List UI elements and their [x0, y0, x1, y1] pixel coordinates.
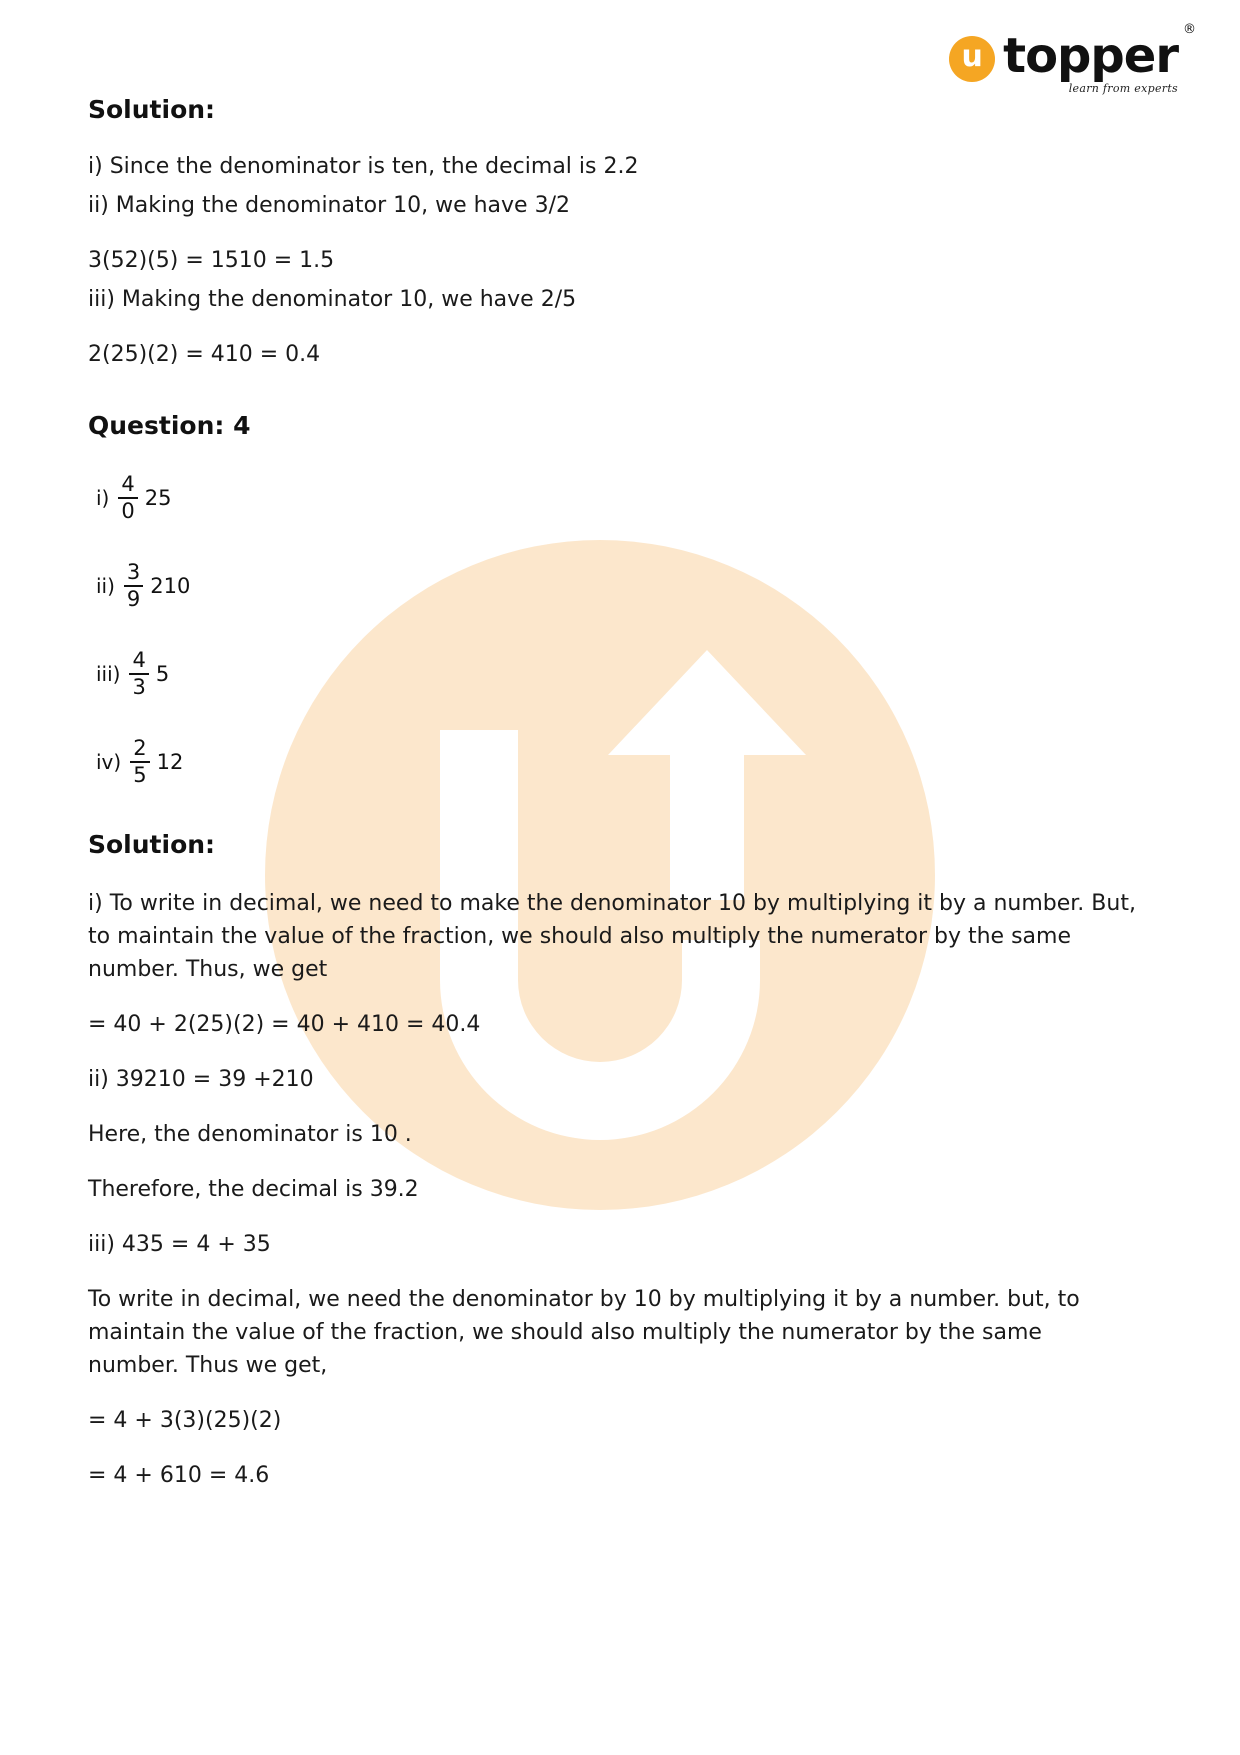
- logo-badge-icon: [949, 36, 995, 82]
- fraction: [118, 474, 137, 522]
- item-label: iii): [96, 662, 121, 686]
- list-item: [96, 738, 1143, 786]
- solution-2-paragraph-8: = 4 + 3(3)(25)(2): [88, 1408, 282, 1433]
- solution-heading-2: Solution:: [88, 830, 216, 859]
- item-label: ii): [96, 574, 115, 598]
- solution-1-calc-2: 2(25)(2) = 410 = 0.4: [88, 342, 321, 367]
- question-item-list: [88, 474, 1143, 786]
- item-label: iv): [96, 750, 122, 774]
- solution-1-line-1: i) Since the denominator is ten, the decimal is 2.2: [88, 154, 639, 179]
- fraction-whole: 5: [155, 662, 170, 686]
- fraction-denominator: 9: [126, 587, 141, 611]
- solution-1-line-2: ii) Making the denominator 10, we have 3/2: [88, 193, 570, 218]
- fraction-whole: 12: [156, 750, 184, 774]
- list-item: [96, 562, 1143, 610]
- solution-2-paragraph-5: Therefore, the decimal is 39.2: [88, 1177, 419, 1202]
- solution-heading-1: Solution:: [88, 95, 216, 124]
- logo-text-wrap: [1003, 22, 1196, 95]
- document-body: [88, 95, 1143, 1514]
- fraction-whole: 210: [150, 574, 191, 598]
- fraction-whole: 25: [144, 486, 172, 510]
- solution-2-paragraph-4: Here, the denominator is 10 .: [88, 1122, 412, 1147]
- solution-2-paragraph-6: iii) 435 = 4 + 35: [88, 1232, 271, 1257]
- fraction: [124, 562, 143, 610]
- fraction: [129, 650, 148, 698]
- solution-2-paragraph-9: = 4 + 610 = 4.6: [88, 1463, 270, 1488]
- logo-badge-letter: u: [961, 39, 983, 74]
- list-item: [96, 474, 1143, 522]
- registered-mark-icon: ®: [1183, 22, 1196, 37]
- logo-wordmark: topper: [1003, 28, 1178, 84]
- fraction-denominator: 3: [132, 675, 146, 699]
- fraction-numerator: 4: [132, 648, 146, 672]
- list-item: [96, 650, 1143, 698]
- fraction: [130, 738, 149, 786]
- fraction-numerator: 2: [133, 736, 147, 760]
- fraction-denominator: 5: [133, 763, 147, 787]
- topper-logo: [949, 22, 1196, 95]
- solution-1-line-3: iii) Making the denominator 10, we have 2/5: [88, 287, 577, 312]
- logo-tagline: learn from experts: [1068, 82, 1178, 95]
- solution-2-paragraph-2: = 40 + 2(25)(2) = 40 + 410 = 40.4: [88, 1012, 481, 1037]
- fraction-numerator: 4: [121, 472, 135, 496]
- solution-2-paragraph-3: ii) 39210 = 39 +210: [88, 1067, 314, 1092]
- solution-2-paragraph-7: To write in decimal, we need the denominator by 10 by multiplying it by a number. but, to maintain the value of the fraction, we should also multiply the numerator by the same number. Thus we get,: [88, 1287, 1080, 1378]
- item-label: i): [96, 486, 110, 510]
- solution-2-paragraph-1: i) To write in decimal, we need to make the denominator 10 by multiplying it by a number. But, to maintain the value of the fraction, we should also multiply the numerator by the same number. Thus, we get: [88, 891, 1136, 982]
- fraction-denominator: 0: [121, 499, 135, 523]
- question-heading: Question: 4: [88, 411, 251, 440]
- fraction-numerator: 3: [126, 560, 141, 584]
- solution-1-calc-1: 3(52)(5) = 1510 = 1.5: [88, 248, 335, 273]
